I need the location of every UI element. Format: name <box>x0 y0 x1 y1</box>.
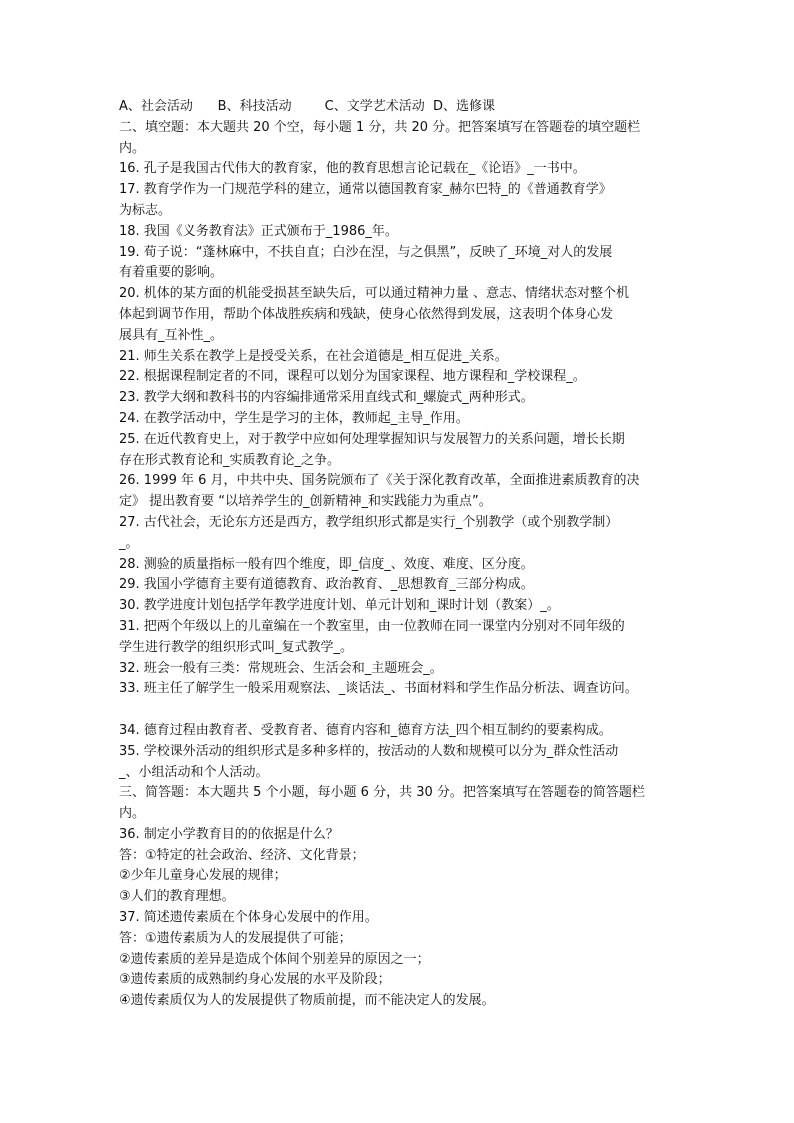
question-19: 19. 荀子说：“蓬林麻中，不扶自直；白沙在涅，与之俱黑”，反映了_环境_对人的发展 <box>119 244 613 260</box>
question-17: 17. 教育学作为一门规范学科的建立，通常以德国教育家_赫尔巴特_的《普通教育学》 <box>119 182 612 198</box>
question-37: 37. 简述遗传素质在个体身心发展中的作用。 <box>119 910 378 926</box>
question-35-cont: _、小组活动和个人活动。 <box>119 764 269 780</box>
answer-37-2: ②遗传素质的差异是造成个体间个别差异的原因之一； <box>119 951 430 967</box>
question-24: 24. 在教学活动中，学生是学习的主体，教师起_主导_作用。 <box>119 410 469 426</box>
question-33: 33. 班主任了解学生一般采用观察法、_谈话法_、书面材料和学生作品分析法、调查访问。 <box>119 681 638 697</box>
question-35: 35. 学校课外活动的组织形式是多种多样的，按活动的人数和规模可以分为_群众性活动 <box>119 743 619 759</box>
question-21: 21. 师生关系在教学上是授受关系，在社会道德是_相互促进_关系。 <box>119 348 508 364</box>
question-32: 32. 班会一般有三类：常规班会、生活会和_主题班会_。 <box>119 660 443 676</box>
question-26-cont: 定》 提出教育要 “以培养学生的_创新精神_和实践能力为重点”。 <box>119 494 492 510</box>
question-25: 25. 在近代教育史上，对于教学中应如何处理掌握知识与发展智力的关系问题，增长长期 <box>119 431 625 447</box>
question-34: 34. 德育过程由教育者、受教育者、德育内容和_德育方法_四个相互制约的要素构成。 <box>119 722 612 738</box>
answer-36-3: ③人们的教育理想。 <box>119 889 235 905</box>
question-29: 29. 我国小学德育主要有道德教育、政治教育、_思想教育_三部分构成。 <box>119 577 534 593</box>
question-16: 16. 孔子是我国古代伟大的教育家，他的教育思想言论记载在_《论语》_一书中。 <box>119 161 586 177</box>
question-27: 27. 古代社会，无论东方还是西方，教学组织形式都是实行_个别教学（或个别教学制） <box>119 514 619 530</box>
answer-37-4: ④遗传素质仅为人的发展提供了物质前提，而不能决定人的发展。 <box>119 993 495 1009</box>
question-20-cont-2: 展具有_互补性_。 <box>119 327 224 343</box>
question-22: 22. 根据课程制定者的不同，课程可以划分为国家课程、地方课程和_学校课程_。 <box>119 369 586 385</box>
question-28: 28. 测验的质量指标一般有四个维度，即_信度_、效度、难度、区分度。 <box>119 556 534 572</box>
document-page <box>119 97 679 1012</box>
blank-line <box>119 700 679 721</box>
question-30: 30. 教学进度计划包括学年教学进度计划、单元计划和_课时计划（教案）_。 <box>119 598 560 614</box>
section-two-heading-cont: 内。 <box>119 140 146 156</box>
answer-36-1: 答：①特定的社会政治、经济、文化背景； <box>119 847 365 863</box>
question-27-cont: _。 <box>119 535 139 551</box>
answer-36-2: ②少年儿童身心发展的规律； <box>119 868 287 884</box>
section-three-heading: 三、简答题：本大题共 5 个小题，每小题 6 分，共 30 分。把答案填写在答题卷的简答题栏 <box>119 785 645 801</box>
section-three-heading-cont: 内。 <box>119 806 146 822</box>
question-20-cont-1: 体起到调节作用，帮助个体战胜疾病和残缺，使身心依然得到发展，这表明个体身心发 <box>119 306 614 322</box>
question-17-cont: 为标志。 <box>119 202 172 218</box>
question-31-cont: 学生进行教学的组织形式叫_复式教学_。 <box>119 639 354 655</box>
question-23: 23. 教学大纲和教科书的内容编排通常采用直线式和_螺旋式_两种形式。 <box>119 390 534 406</box>
answer-37-1: 答：①遗传素质为人的发展提供了可能； <box>119 930 352 946</box>
answer-37-3: ③遗传素质的成熟制约身心发展的水平及阶段； <box>119 972 391 988</box>
section-two-heading: 二、填空题：本大题共 20 个空，每小题 1 分，共 20 分。把答案填写在答题卷的填空题栏 <box>119 119 641 135</box>
question-31: 31. 把两个年级以上的儿童编在一个教室里，由一位教师在同一课堂内分别对不同年级的 <box>119 618 625 634</box>
question-20: 20. 机体的某方面的机能受损甚至缺失后，可以通过精神力量 、意志、情绪状态对整个机 <box>119 286 629 302</box>
question-25-cont: 存在形式教育论和_实质教育论_之争。 <box>119 452 341 468</box>
question-19-cont: 有着重要的影响。 <box>119 265 224 281</box>
question-26: 26. 1999 年 6 月，中共中央、国务院颁布了《关于深化教育改革，全面推进素质教育的决 <box>119 473 640 489</box>
question-36: 36. 制定小学教育目的的依据是什么？ <box>119 826 339 842</box>
options-line: A、社会活动 B、科技活动 C、文学艺术活动 D、选修课 <box>119 99 496 114</box>
question-18: 18. 我国《义务教育法》正式颁布于_1986_年。 <box>119 223 398 239</box>
